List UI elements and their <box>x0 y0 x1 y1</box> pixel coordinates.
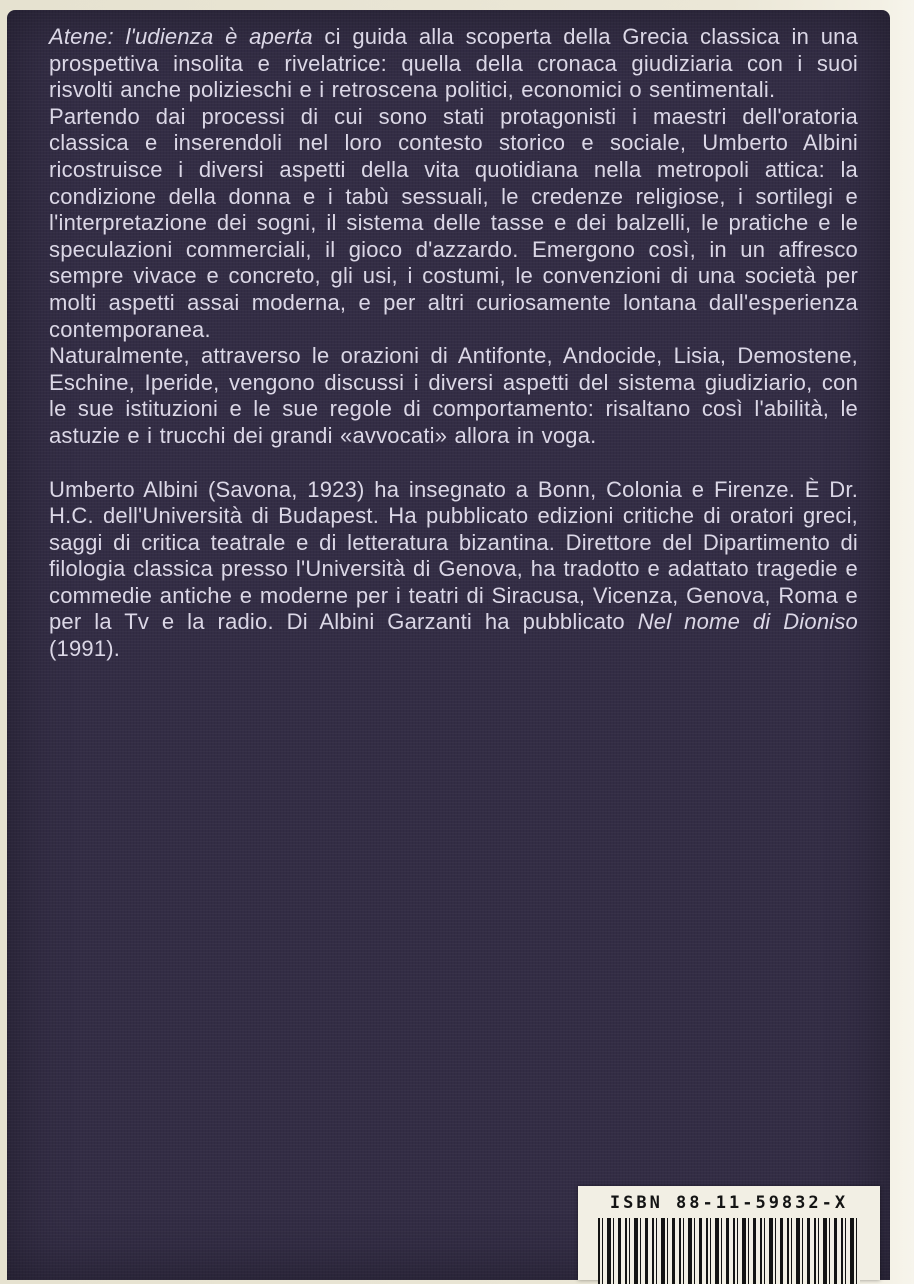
barcode <box>598 1218 860 1284</box>
synopsis-paragraph-3: Naturalmente, attraverso le orazioni di Antifonte, Andocide, Lisia, Demostene, Eschine, Iperide, vengono discussi i diversi aspetti del sistema giudiziario, con le sue istituzioni e le sue regole di comportamento: risaltano così l'abilità, le astuzie e i trucchi dei grandi «avvocati» allora in voga. <box>49 343 858 448</box>
author-bio <box>49 477 858 663</box>
author-bio-text: Umberto Albini (Savona, 1923) ha insegnato a Bonn, Colonia e Firenze. È Dr. H.C. dell'Università di Budapest. Ha pubblicato edizioni critiche di oratori greci, saggi di critica teatrale e di letteratura bizantina. Direttore del Dipartimento di filologia classica presso l'Università di Genova, ha tradotto e adattato tragedie e commedie antiche e moderne per i teatri di Siracusa, Vicenza, Genova, Roma e per la Tv e la radio. Di Albini Garzanti ha pubblicato <box>49 476 858 635</box>
cover-text-block <box>49 24 858 663</box>
book-back-cover <box>7 10 890 1280</box>
synopsis-paragraph-2: Partendo dai processi di cui sono stati protagonisti i maestri dell'oratoria classica e inserendoli nel loro contesto storico e sociale, Umberto Albini ricostruisce i diversi aspetti della vita quotidiana nella metropoli attica: la condizione della donna e i tabù sessuali, le credenze religiose, i sortilegi e l'interpretazione dei sogni, il sistema delle tasse e dei balzelli, le pratiche e le speculazioni commerciali, il gioco d'azzardo. Emergono così, in un affresco sempre vivace e concreto, gli usi, i costumi, le convenzioni di una società per molti aspetti assai moderna, e per altri curiosamente lontana dall'esperienza contemporanea. <box>49 103 858 342</box>
book-title-italic: Atene: l'udienza è aperta <box>49 24 313 49</box>
isbn-number: ISBN 88-11-59832-X <box>609 1193 849 1213</box>
isbn-panel <box>578 1186 880 1280</box>
synopsis-paragraph-1 <box>49 24 858 104</box>
synopsis-paragraph-1-text: ci guida alla scoperta della Grecia classica in una prospettiva insolita e rivelatrice: quella della cronaca giudiziaria con i suoi risvolti anche polizieschi e i retroscena politici, economici o sentimentali. <box>49 24 859 103</box>
author-bio-year: (1991). <box>49 636 121 662</box>
cited-work-italic: Nel nome di Dioniso <box>637 609 858 635</box>
